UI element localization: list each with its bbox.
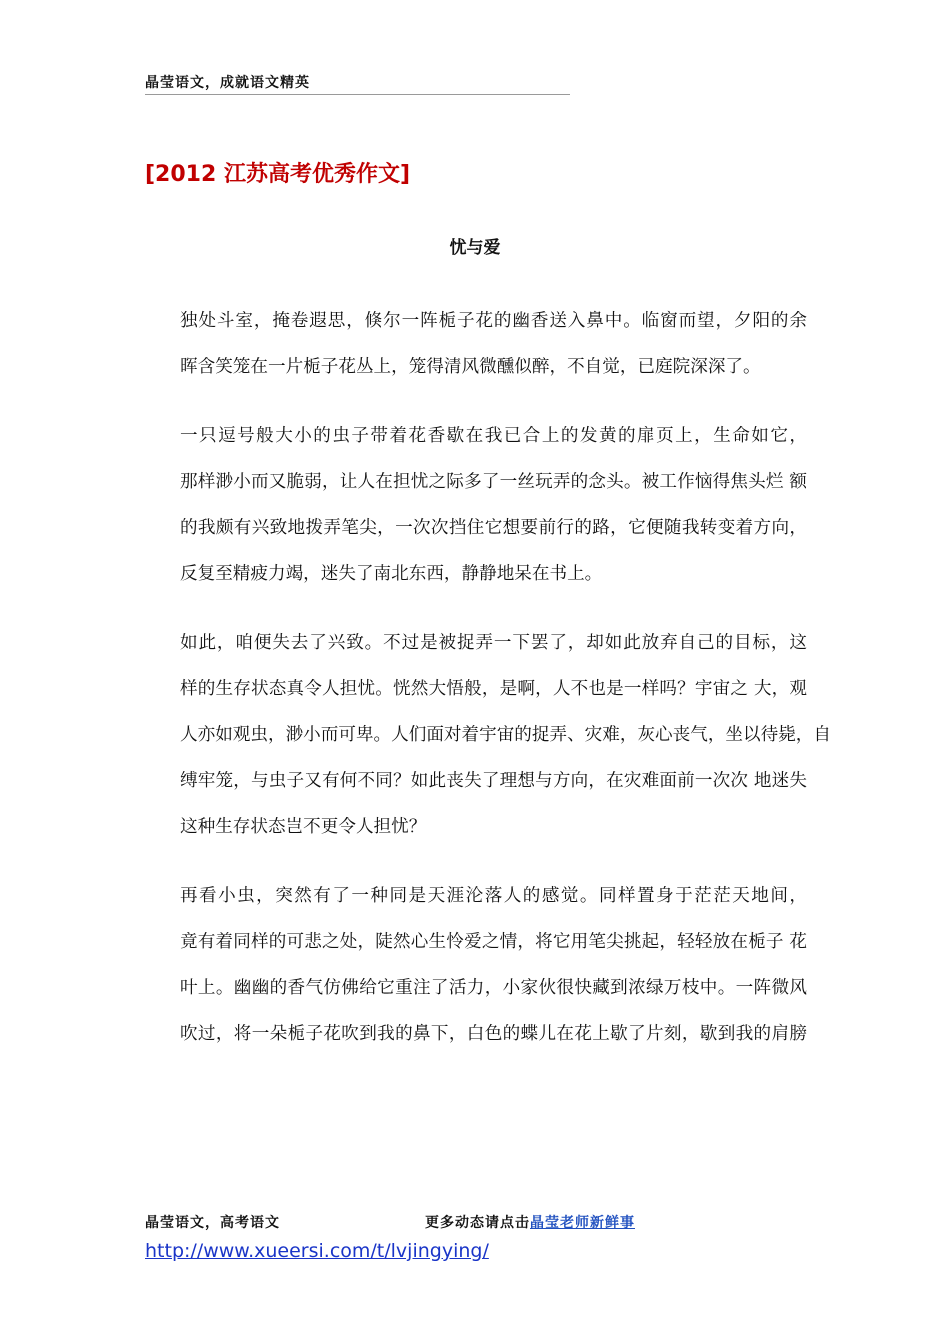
- essay-body: [145, 298, 831, 1080]
- footer-slogan: 晶莹语文，高考语文: [145, 1215, 280, 1231]
- header-slogan: 晶莹语文，成就语文精英: [145, 75, 310, 91]
- paragraph: [145, 620, 831, 850]
- footer-prompt: 更多动态请点击: [425, 1215, 530, 1231]
- footer-url-link[interactable]: http://www.xueersi.com/t/lvjingying/: [145, 1240, 489, 1262]
- text-line: 这种生存状态岂不更令人担忧？: [180, 817, 427, 837]
- text-line: 缚牢笼，与虫子又有何不同？如此丧失了理想与方向，在灾难面前一次次 地迷失: [180, 771, 807, 791]
- text-line: 那样渺小而又脆弱，让人在担忧之际多了一丝玩弄的念头。被工作恼得焦头烂 额: [180, 472, 807, 492]
- text-line: 反复至精疲力竭，迷失了南北东西，静静地呆在书上。: [180, 564, 603, 584]
- text-line: 样的生存状态真令人担忧。恍然大悟般，是啊，人不也是一样吗？宇宙之 大，观: [180, 679, 807, 699]
- paragraph: [145, 873, 807, 1057]
- footer-news-link[interactable]: 晶莹老师新鲜事: [530, 1215, 635, 1231]
- text-line: 吹过，将一朵栀子花吹到我的鼻下，白色的蝶儿在花上歇了片刻，歇到我的肩膀: [180, 1024, 807, 1044]
- text-line: 的我颇有兴致地拨弄笔尖，一次次挡住它想要前行的路，它便随我转变着方向，: [180, 518, 807, 538]
- footer-row: [145, 1212, 745, 1234]
- document-heading: [2012 江苏高考优秀作文]: [145, 162, 410, 187]
- text-line: 再看小虫，突然有了一种同是天涯沦落人的感觉。同样置身于茫茫天地间，: [180, 886, 807, 906]
- text-line: 如此，咱便失去了兴致。不过是被捉弄一下罢了，却如此放弃自己的目标，这: [180, 633, 807, 653]
- text-line: 人亦如观虫，渺小而可卑。人们面对着宇宙的捉弄、灾难，灰心丧气，坐以待毙，自: [180, 725, 831, 745]
- text-line: 独处斗室，掩卷遐思，倏尔一阵栀子花的幽香送入鼻中。临窗而望，夕阳的余: [180, 311, 807, 331]
- page-footer: [145, 1212, 745, 1264]
- essay-title: 忧与爱: [449, 238, 501, 258]
- text-line: 一只逗号般大小的虫子带着花香歇在我已合上的发黄的扉页上，生命如它，: [180, 426, 807, 446]
- paragraph: [145, 413, 807, 597]
- page-header: [145, 74, 570, 95]
- text-line: 叶上。幽幽的香气仿佛给它重注了活力，小家伙很快藏到浓绿万枝中。一阵微风: [180, 978, 807, 998]
- text-line: 竟有着同样的可悲之处，陡然心生怜爱之情，将它用笔尖挑起，轻轻放在栀子 花: [180, 932, 807, 952]
- paragraph: [145, 298, 807, 390]
- text-line: 晖含笑笼在一片栀子花丛上，笼得清风微醺似醉，不自觉，已庭院深深了。: [180, 357, 761, 377]
